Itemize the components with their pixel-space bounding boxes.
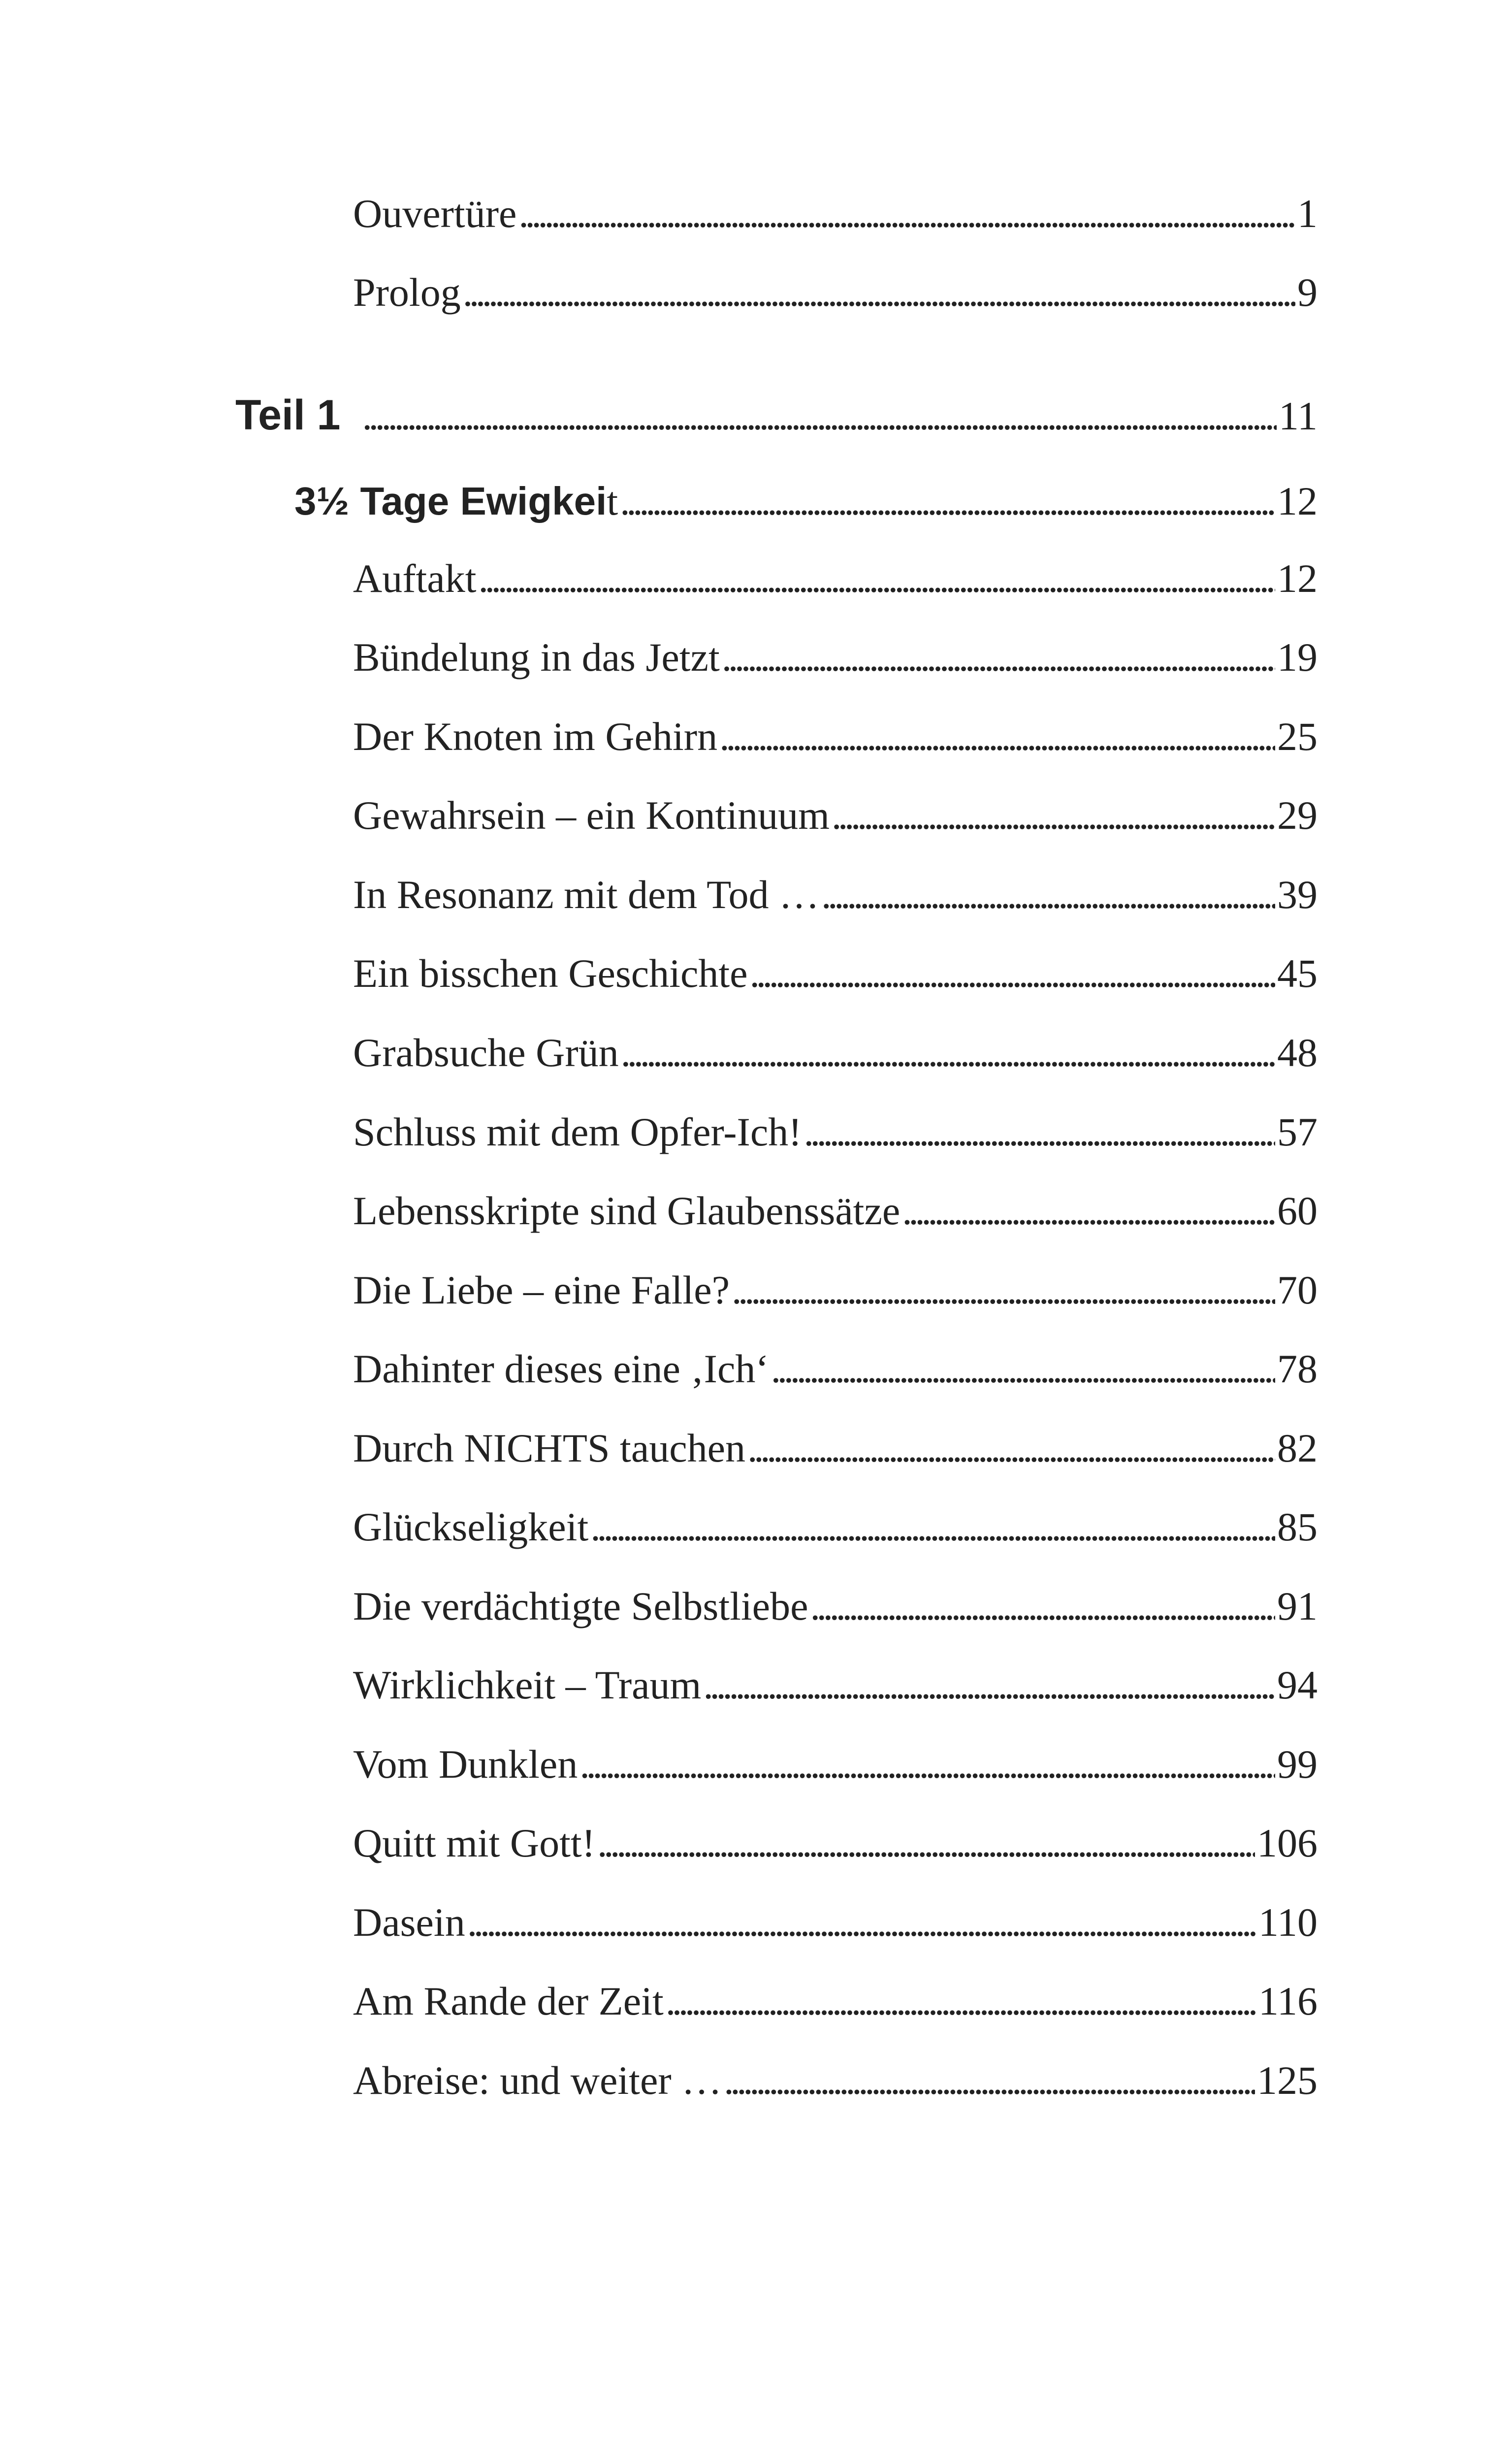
toc-entry-title: Dasein [353,1900,465,1945]
toc-entry [353,1582,1318,1631]
toc-section-title-bold: 3½ Tage Ewigkei [294,479,607,523]
toc-entry-title: Dahinter dieses eine ‚Ich‘ [353,1346,769,1391]
dot-leader [902,1186,1275,1236]
toc-entry-title: Die Liebe – eine Falle? [353,1268,730,1312]
toc-entry-page: 39 [1277,872,1318,917]
toc-entry-title: Der Knoten im Gehirn [353,714,718,759]
toc-entry [353,1344,1318,1394]
toc-entry-page: 70 [1277,1268,1318,1312]
dot-leader [590,1502,1275,1552]
toc-entry-page: 45 [1277,951,1318,996]
toc-entry [353,1028,1318,1077]
toc-entry [353,1424,1318,1473]
toc-entry-title: Bündelung in das Jetzt [353,635,720,680]
toc-entry-title: Ouvertüre [353,191,517,236]
dot-leader [579,1740,1275,1789]
dot-leader [621,1028,1275,1077]
toc-entry-title: Durch NICHTS tauchen [353,1426,746,1470]
toc-entry-page: 94 [1277,1662,1318,1707]
dot-leader [747,1424,1275,1473]
toc-entry-page: 78 [1277,1346,1318,1391]
toc-entry-title: Wirklichkeit – Traum [353,1662,702,1707]
dot-leader [518,189,1295,238]
toc-entry-page: 91 [1277,1584,1318,1629]
dot-leader [732,1266,1275,1315]
toc-entry-title: Ein bisschen Geschichte [353,951,748,996]
toc-entry-page: 9 [1297,270,1318,315]
toc-section-title [294,477,618,526]
toc-entry-page: 57 [1277,1109,1318,1154]
dot-leader [724,2056,1255,2105]
toc-entry [353,2056,1318,2105]
toc-section-title-tail: t [607,479,618,523]
toc-entry [353,554,1318,603]
toc-entry [353,1107,1318,1157]
toc-entry-page: 48 [1277,1030,1318,1075]
toc-entry-page: 1 [1297,191,1318,236]
toc-section-heading [294,477,1318,526]
dot-leader [703,1661,1275,1710]
toc-entry-title: Glückseligkeit [353,1504,589,1549]
dot-leader [467,1898,1256,1947]
dot-leader [719,712,1275,761]
toc-entry [353,1266,1318,1315]
toc-entry [353,949,1318,998]
toc-entry-title: Auftakt [353,556,477,601]
toc-entry [353,1977,1318,2026]
toc-entry-page: 25 [1277,714,1318,759]
dot-leader [810,1582,1275,1631]
toc-entry [353,1661,1318,1710]
toc-entry-title: Die verdächtigte Selbstliebe [353,1584,808,1629]
toc-entry [353,1740,1318,1789]
toc-part-heading [235,391,1318,441]
toc-entry [353,1819,1318,1868]
toc-entry-title: Gewahrsein – ein Kontinuum [353,793,830,838]
dot-leader [771,1344,1275,1394]
dot-leader [666,1977,1256,2026]
dot-leader [832,791,1275,840]
toc-entry [353,870,1318,919]
toc-entry-title: Lebensskripte sind Glaubenssätze [353,1188,901,1233]
toc-entry-title: Am Rande der Zeit [353,1979,664,2023]
toc-part-title: Teil 1 [235,391,341,439]
toc-entry-page: 11 [1279,393,1318,438]
toc-entry [353,791,1318,840]
dot-leader [478,554,1275,603]
toc-entry-page: 106 [1257,1821,1318,1865]
dot-leader [804,1107,1275,1157]
toc-entry [353,712,1318,761]
toc-entry-title: Vom Dunklen [353,1742,578,1787]
toc-entry-prolog [353,268,1318,317]
toc-entry-title: Grabsuche Grün [353,1030,619,1075]
toc-entry-page: 19 [1277,635,1318,680]
toc-entry-title: Prolog [353,270,461,315]
dot-leader [463,268,1295,317]
toc-entry-page: 60 [1277,1188,1318,1233]
toc-entry-title: In Resonanz mit dem Tod … [353,872,820,917]
dot-leader [722,633,1275,682]
toc-entry-page: 99 [1277,1742,1318,1787]
toc-entry-page: 82 [1277,1426,1318,1470]
toc-entry [353,1186,1318,1236]
toc-entry-title: Quitt mit Gott! [353,1821,595,1865]
dot-leader [750,949,1275,998]
dot-leader [821,870,1275,919]
toc-entry-page: 12 [1277,479,1318,523]
toc-entry-page: 110 [1258,1900,1318,1945]
toc-entry-page: 116 [1258,1979,1318,2023]
toc-entry [353,633,1318,682]
toc-entry [353,1898,1318,1947]
toc-entry-page: 29 [1277,793,1318,838]
toc-entry-title: Schluss mit dem Opfer-Ich! [353,1109,802,1154]
dot-leader [597,1819,1255,1868]
toc-entry-title: Abreise: und weiter … [353,2058,722,2103]
toc-entry-page: 125 [1257,2058,1318,2103]
toc-entry-page: 12 [1277,556,1318,601]
dot-leader [620,477,1275,526]
dot-leader [362,391,1277,441]
toc-entry-ouverture [353,189,1318,238]
toc-entry-page: 85 [1277,1504,1318,1549]
toc-entry [353,1502,1318,1552]
